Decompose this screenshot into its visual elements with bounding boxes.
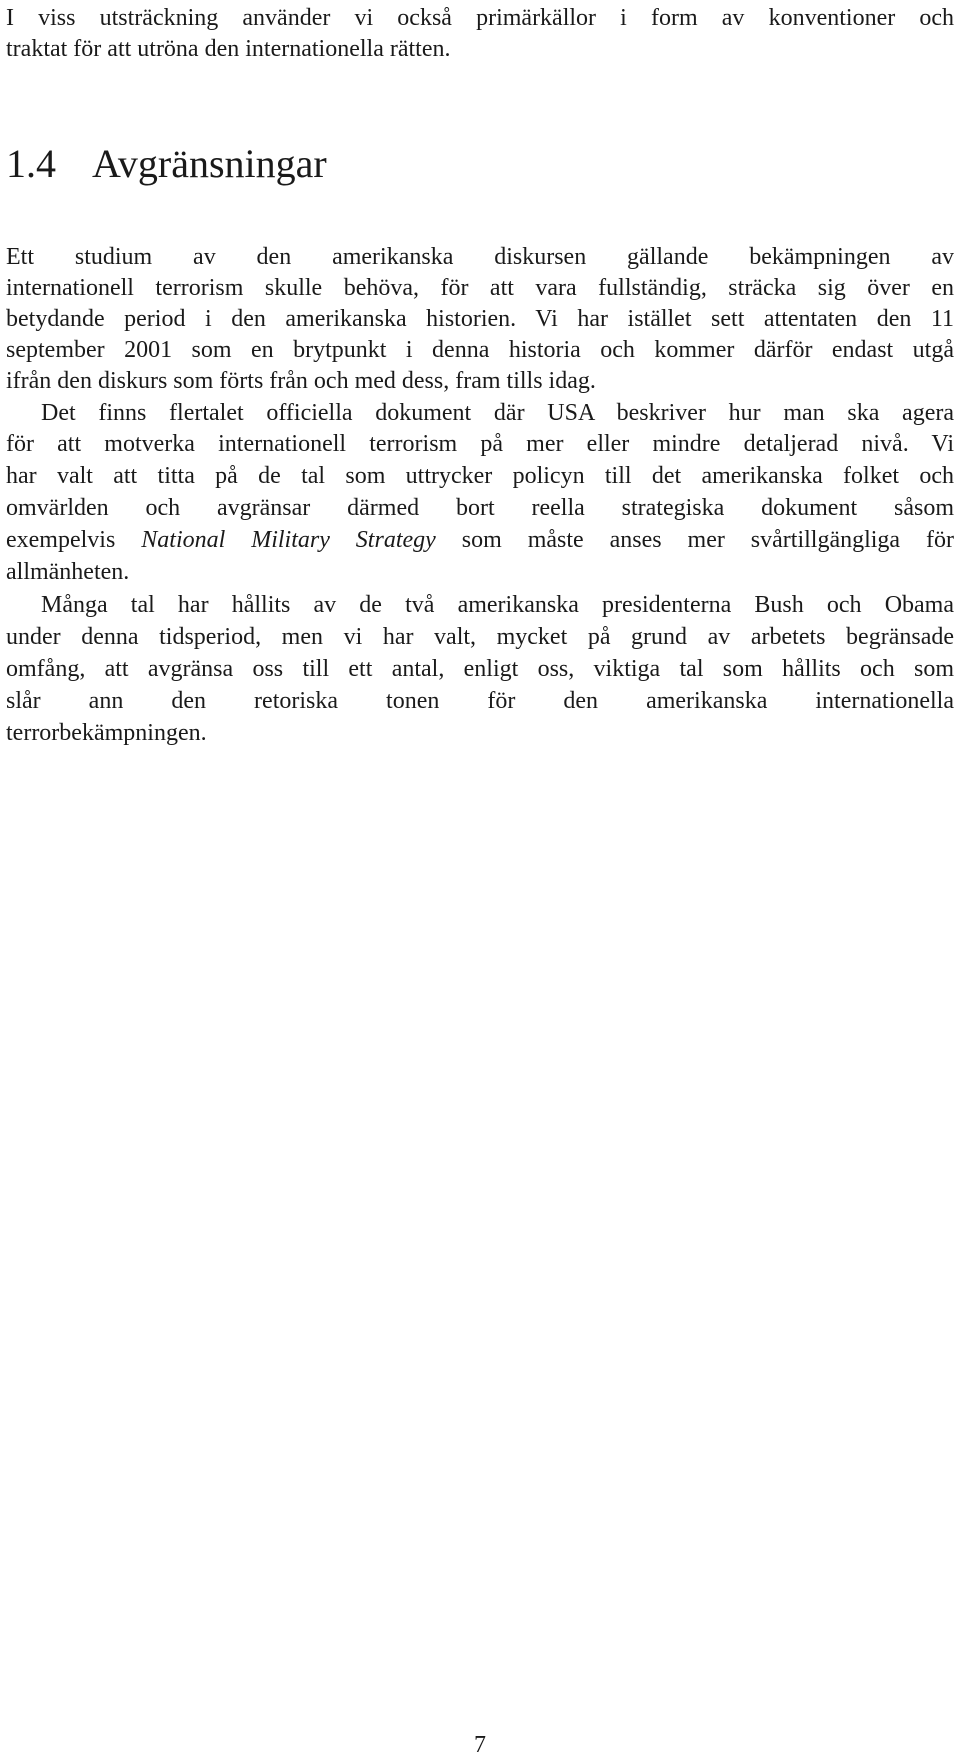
text-line: allmänheten. [6,559,130,585]
text-line: för att motverka internationell terrorism på mer eller mindre detaljerad nivå. Vi [6,431,954,457]
text-line: omfång, att avgränsa oss till ett antal, enligt oss, viktiga tal som hållits och som [6,656,954,682]
text-line: september 2001 som en brytpunkt i denna historia och kommer därför endast utgå [6,337,954,363]
text-line: ifrån den diskurs som förts från och med dess, fram tills idag. [6,368,596,394]
section-heading [6,140,327,188]
text-line: traktat för att utröna den internationella rätten. [6,36,451,62]
text-line: Det finns flertalet officiella dokument där USA beskriver hur man ska agera [41,400,954,426]
text-line: I viss utsträckning använder vi också primärkällor i form av konventioner och [6,5,954,31]
section-title: Avgränsningar [92,141,327,186]
document-title-italic: National Military Strategy [141,527,436,553]
text-line: har valt att titta på de tal som uttrycker policyn till det amerikanska folket och [6,463,954,489]
text-line: internationell terrorism skulle behöva, för att vara fullständig, sträcka sig över en [6,275,954,301]
text-line: slår ann den retoriska tonen för den amerikanska internationella [6,688,954,714]
text-line: Ett studium av den amerikanska diskursen gällande bekämpningen av [6,244,954,270]
text-line [6,525,954,555]
page-number: 7 [474,1732,486,1758]
text-line: terrorbekämpningen. [6,720,207,746]
text-line: betydande period i den amerikanska historien. Vi har istället sett attentaten den 11 [6,306,954,332]
text-run: som måste anses mer svårtillgängliga för [461,527,955,553]
section-number: 1.4 [6,141,56,186]
text-line: under denna tidsperiod, men vi har valt, mycket på grund av arbetets begränsade [6,624,954,650]
text-run: exempelvis [6,527,116,553]
text-line: omvärlden och avgränsar därmed bort reella strategiska dokument såsom [6,495,954,521]
text-line: Många tal har hållits av de två amerikanska presidenterna Bush och Obama [41,592,954,618]
